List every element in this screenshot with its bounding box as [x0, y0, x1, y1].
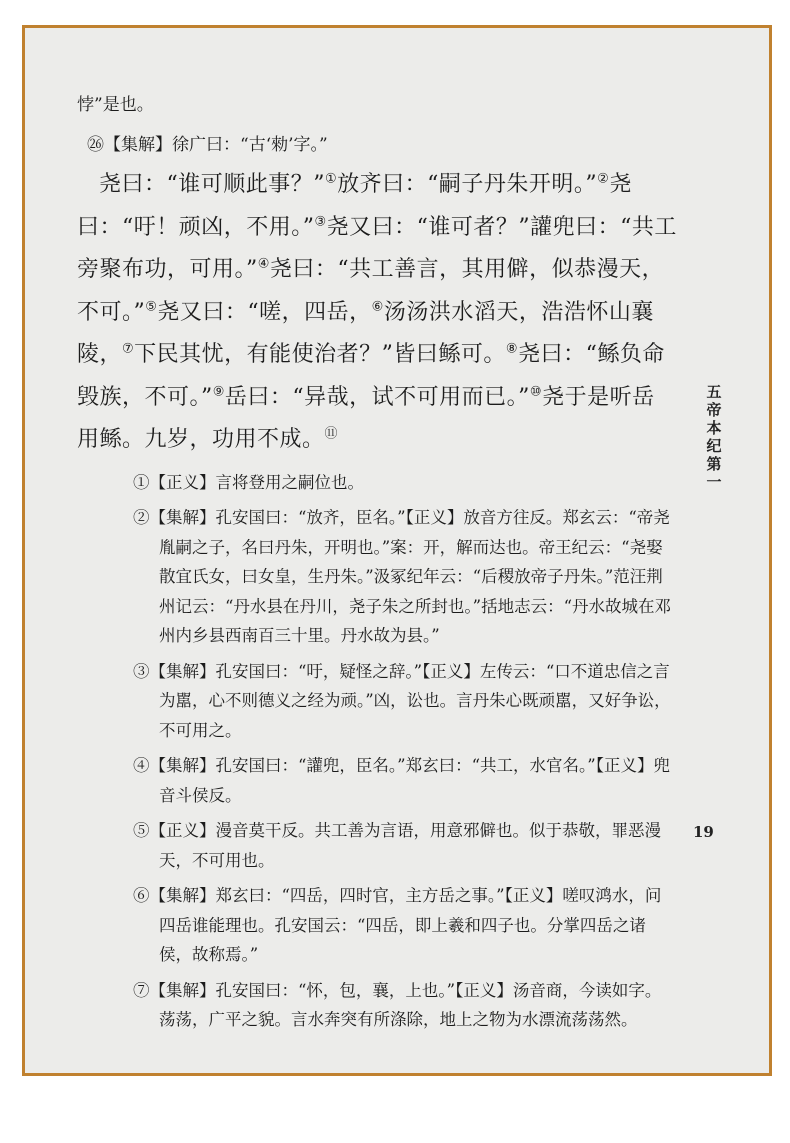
main-text-run: 岳曰：“异哉，试不可用而已。”	[224, 384, 530, 410]
annotation-item: ④【集解】孔安国曰：“讙兜，臣名。”郑玄曰：“共工，水官名。”【正义】兜音斗侯反。	[133, 756, 670, 805]
annotation-item: ②【集解】孔安国曰：“放齐，臣名。”【正义】放音方往反。郑玄云：“帝尧胤嗣之子，名曰丹朱，开明也。”案：开，解而达也。帝王纪云：“尧娶散宜氏女，曰女皇，生丹朱。”汲冢纪年云：“后稷放帝子丹朱。”范汪荆州记云：“丹水县在丹川，尧子朱之所封也。”括地志云：“丹水故城在邓州内乡县西南百三十里。丹水故为县。”	[133, 508, 672, 645]
note-marker: ④	[257, 256, 270, 272]
note-marker: ⑧	[505, 341, 519, 357]
note-marker: ⑤	[145, 299, 158, 315]
footnote-26: ㉖【集解】徐广曰：“古‘勑’字。”	[87, 135, 328, 155]
note-marker: ①	[325, 171, 338, 187]
main-text-run: 尧曰：“吁！顽凶，不用。”	[77, 172, 632, 240]
main-text-run: 下民其忧，有能使治者？”皆曰鲧可。	[134, 342, 506, 367]
annotation-item: ③【集解】孔安国曰：“吁，疑怪之辞。”【正义】左传云：“口不道忠信之言为嚚，心不则德义之经为顽。”凶，讼也。言丹朱心既顽嚚，又好争讼，不可用之。	[133, 661, 671, 740]
main-text-run: 汤汤洪水滔天，浩浩怀山襄陵，	[77, 299, 654, 367]
main-text-run: 尧曰：“谁可顺此事？”	[99, 172, 325, 197]
main-text-paragraph	[77, 164, 677, 462]
main-text-run: 尧于是听岳用鲧。九岁，功用不成。	[77, 384, 655, 452]
annotation-item: ⑥【集解】郑玄曰：“四岳，四时官，主方岳之事。”【正义】嗟叹鸿水，问四岳谁能理也。孔安国云：“四岳，即上羲和四子也。分掌四岳之诸侯，故称焉。”	[133, 886, 662, 964]
note-marker: ⑦	[122, 341, 135, 357]
text-body	[77, 92, 677, 1041]
annotation-item: ⑦【集解】孔安国曰：“怀，包，襄，上也。”【正义】汤音商，今读如字。荡荡，广平之貌。言水奔突有所涤除，地上之物为水漂流荡荡然。	[133, 980, 662, 1029]
page-frame	[22, 25, 772, 1076]
annotation-list	[77, 468, 677, 1035]
note-marker: ⑨	[212, 384, 225, 400]
chapter-side-title: 五 帝 本 纪 第 一	[706, 383, 722, 491]
annotation-item: ①【正义】言将登用之嗣位也。	[133, 472, 364, 492]
note-marker: ③	[314, 214, 327, 230]
main-text-run: 尧曰：“鲧负命毁族，不可。”	[77, 342, 665, 410]
note-marker: ②	[597, 171, 610, 187]
note-marker: ⑪	[324, 426, 339, 442]
note-marker: ⑩	[529, 384, 543, 400]
main-text-run: 尧曰：“共工善言，其用僻，似恭漫天，不可。”	[77, 257, 665, 325]
main-text-run: 尧又曰：“嗟，四岳，	[157, 299, 372, 325]
main-text-run: 尧又曰：“谁可者？”讙兜曰：“共工旁聚布功，可用。”	[77, 214, 677, 282]
carry-over-line: 悖”是也。	[77, 95, 154, 115]
annotation-item: ⑤【正义】漫音莫干反。共工善为言语，用意邪僻也。似于恭敬，罪恶漫天，不可用也。	[133, 821, 661, 870]
page-number: 19	[693, 823, 714, 841]
main-text-run: 放齐曰：“嗣子丹朱开明。”	[337, 172, 598, 197]
note-marker: ⑥	[371, 299, 384, 315]
